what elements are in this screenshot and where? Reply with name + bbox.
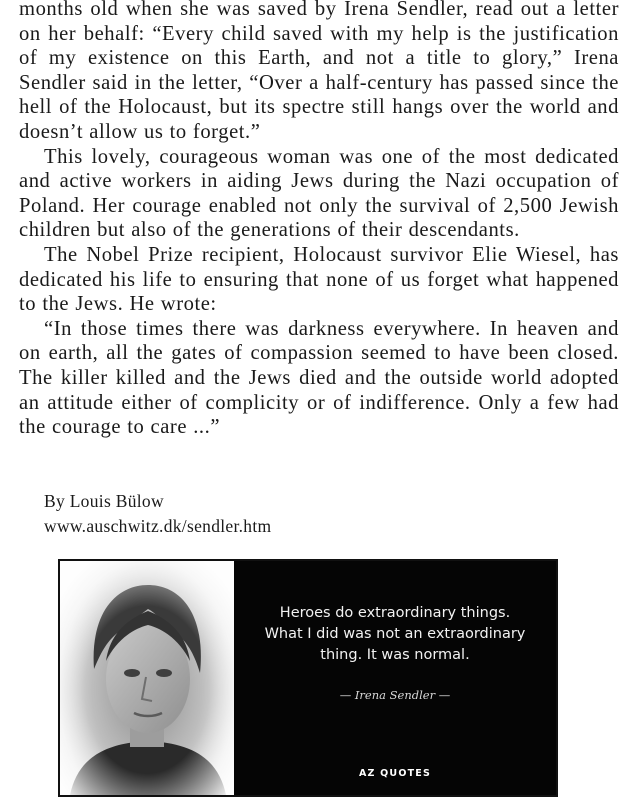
byline: By Louis Bülow	[44, 491, 164, 511]
paragraph-wiesel-quote: “In those times there was darkness everywhere. In heaven and on earth, all the gates of compassion seemed to have been closed. The killer killed and the Jews died and the outside world adopted an attitude either of complicity or of indifference. Only a few had the courage to care ...”	[19, 317, 619, 439]
source-credit	[44, 489, 271, 538]
quote-attribution: — Irena Sendler —	[339, 688, 451, 702]
portrait-illustration	[60, 561, 234, 795]
quote-panel	[234, 561, 556, 795]
portrait-photo	[60, 561, 234, 795]
brand-logo: AZ QUOTES	[358, 768, 432, 779]
quote-line: Heroes do extraordinary things.	[279, 605, 511, 621]
paragraph-elie-wiesel: The Nobel Prize recipient, Holocaust survivor Elie Wiesel, has dedicated his life to ensuring that none of us forget what happened to the Jews. He wrote:	[19, 243, 619, 316]
quote-line: What I did was not an extraordinary	[264, 626, 526, 642]
paragraph-letter-quote: months old when she was saved by Irena Sendler, read out a letter on her behalf: “Every child saved with my help is the justification of my existence on this Earth, and not a title to glory,” Irena Sendler said in the letter, “Over a half-century has passed since the hell of the Holocaust, but its spectre still hangs over the world and doesn’t allow us to forget.”	[19, 0, 619, 143]
article-body	[19, 0, 619, 440]
source-url: www.auschwitz.dk/sendler.htm	[44, 515, 272, 536]
quote-card-image	[58, 559, 558, 797]
paragraph-courageous-woman: This lovely, courageous woman was one of the most dedicated and active workers in aiding Jews during the Nazi occupation of Poland. Her courage enabled not only the survival of 2,500 Jewish children but also of the generations of their descendants.	[19, 145, 619, 242]
quote-line: thing. It was normal.	[320, 647, 470, 663]
quote-text	[234, 603, 556, 666]
